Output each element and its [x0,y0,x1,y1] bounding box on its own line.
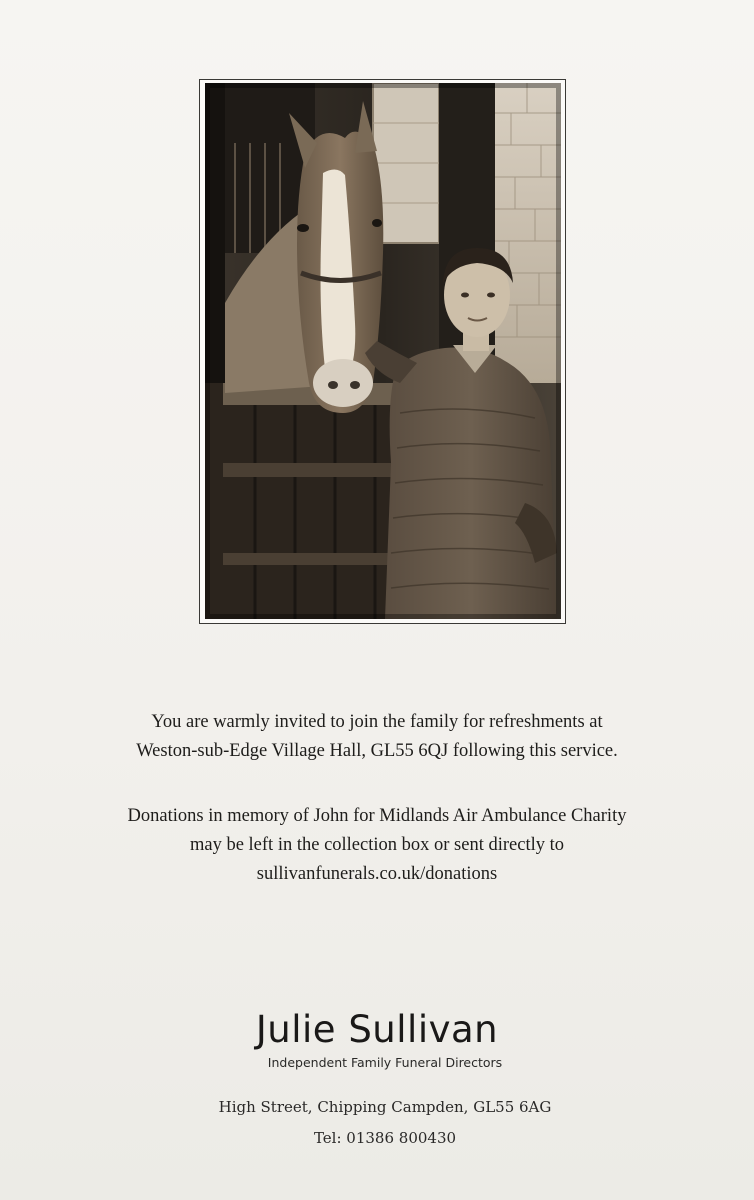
funeral-director-tel: Tel: 01386 800430 [313,1129,457,1147]
funeral-director-brand: Julie Sullivan [255,1008,499,1051]
invitation-line-2: Weston-sub-Edge Village Hall, GL55 6QJ following this service. [136,741,618,761]
donations-line-1: Donations in memory of John for Midlands Air Ambulance Charity [127,806,627,826]
invitation-line-1: You are warmly invited to join the family for refreshments at [151,712,603,732]
refreshments-invitation [0,708,754,766]
donations-notice [0,802,754,889]
donations-url: sullivanfunerals.co.uk/donations [256,864,498,884]
memorial-photo [205,83,561,619]
funeral-director-address: High Street, Chipping Campden, GL55 6AG [218,1098,552,1116]
donations-line-2: may be left in the collection box or sent directly to [189,835,564,855]
funeral-director-tagline: Independent Family Funeral Directors [267,1055,503,1070]
horse-and-man-photo-icon [205,83,561,619]
